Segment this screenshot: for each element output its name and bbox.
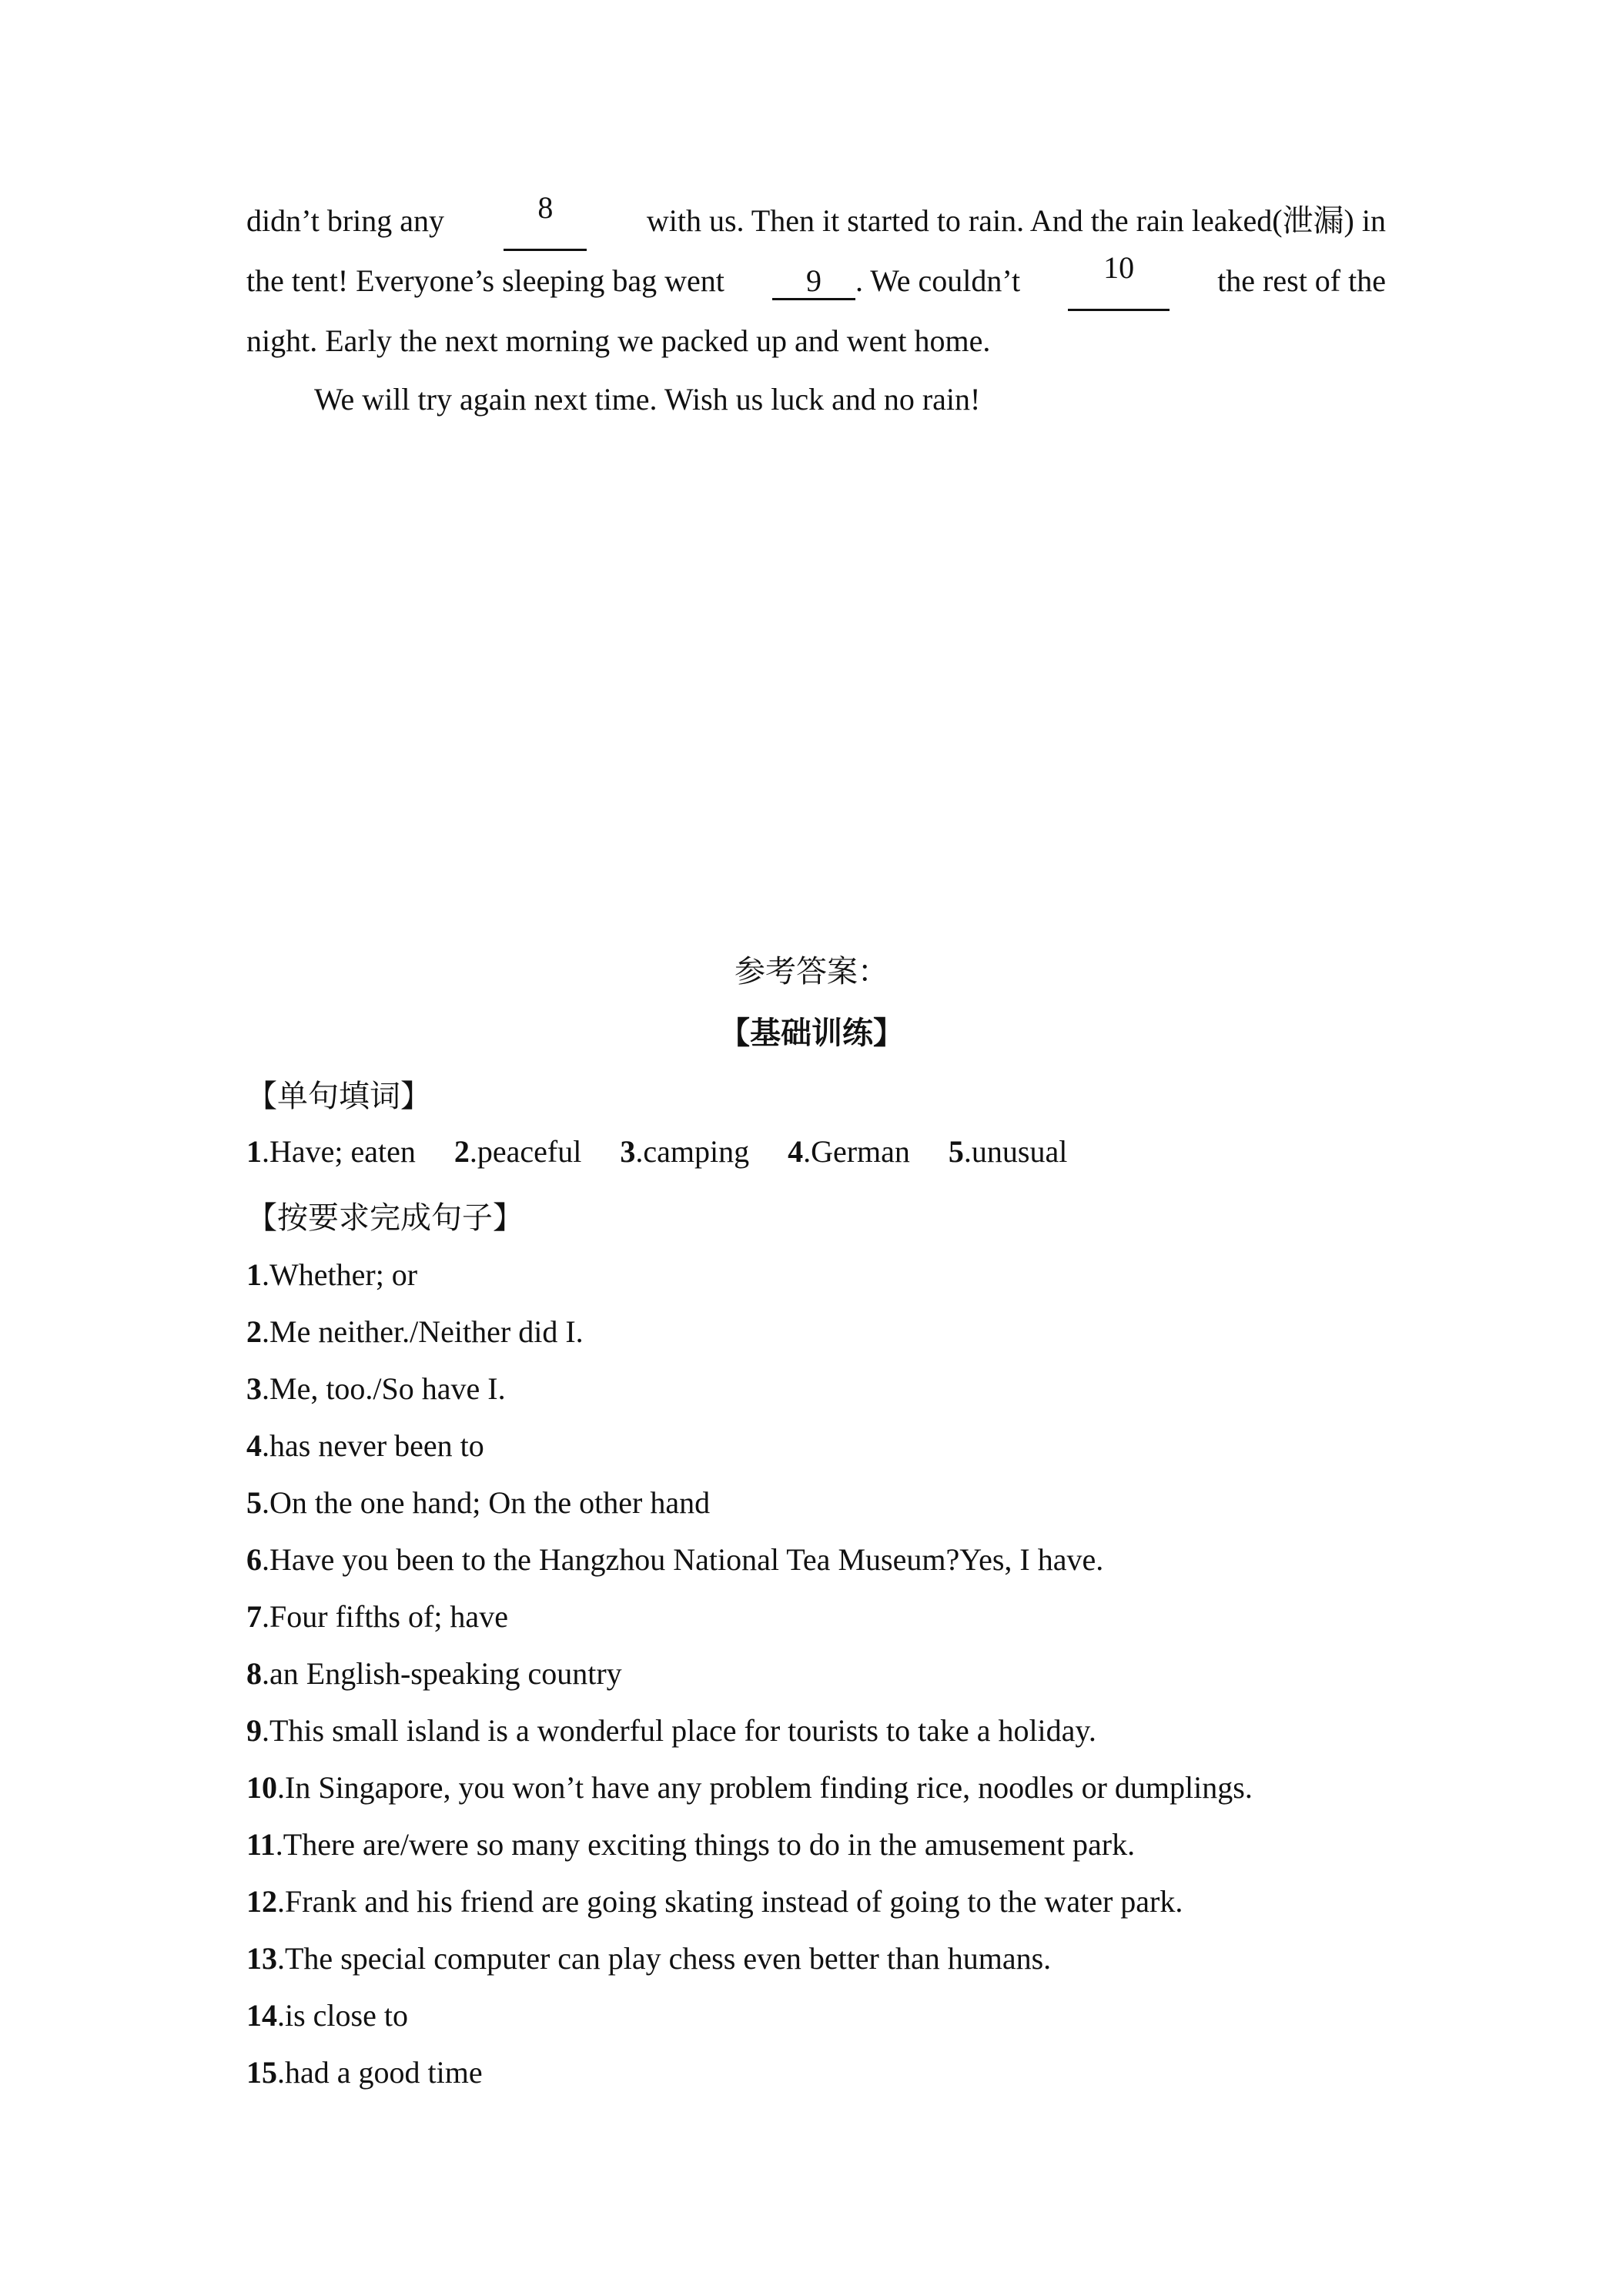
answer-item: 9.This small island is a wonderful place for tourists to take a holiday. — [246, 1713, 1096, 1748]
answer-item: 14.is close to — [246, 1998, 408, 2033]
answer-item: 15.had a good time — [246, 2055, 483, 2090]
answer-item: 3.camping — [620, 1134, 750, 1169]
passage-paragraph — [246, 191, 1386, 371]
answer-item: 2.Me neither./Neither did I. — [246, 1314, 584, 1349]
passage-line-3: night. Early the next morning we packed up and went home. — [246, 323, 991, 358]
section-complete-sentences-title: 【按要求完成句子】 — [246, 1200, 524, 1236]
answers-subtitle: 【基础训练】 — [719, 1016, 904, 1051]
answer-item: 1.Have; eaten — [246, 1134, 416, 1169]
passage-text: the rest of the — [1217, 263, 1386, 298]
answer-item: 6.Have you been to the Hangzhou National Tea Museum?Yes, I have. — [246, 1542, 1104, 1577]
passage-text: with us. Then it started to rain. And the rain leaked(泄漏) in — [646, 203, 1386, 238]
answer-item: 13.The special computer can play chess even better than humans. — [246, 1941, 1052, 1976]
passage-closing-line: We will try again next time. Wish us luck and no rain! — [314, 382, 981, 417]
passage-line-1 — [246, 191, 1386, 251]
fill-blank-10: 10 — [1068, 251, 1170, 311]
answer-item: 5.On the one hand; On the other hand — [246, 1485, 711, 1520]
passage-text: didn’t bring any — [246, 203, 445, 238]
passage-line-2 — [246, 251, 1386, 311]
passage-text: . We couldn’t — [855, 263, 1021, 298]
answer-item: 4.has never been to — [246, 1428, 484, 1463]
answer-item: 3.Me, too./So have I. — [246, 1371, 506, 1406]
answer-item: 1.Whether; or — [246, 1257, 418, 1292]
answer-item: 5.unusual — [948, 1134, 1068, 1169]
passage-text: the tent! Everyone’s sleeping bag went — [246, 263, 724, 298]
fill-blank-9: 9 — [772, 264, 855, 300]
answer-item: 8.an English-speaking country — [246, 1656, 622, 1691]
section-single-fill-title: 【单句填词】 — [246, 1079, 431, 1114]
answers-title: 参考答案： — [735, 954, 888, 989]
fill-blank-8: 8 — [504, 191, 587, 251]
answer-item: 7.Four fifths of; have — [246, 1599, 508, 1634]
answer-item: 11.There are/were so many exciting things to do in the amusement park. — [246, 1827, 1136, 1862]
section-single-fill-answers — [246, 1133, 1067, 1170]
answer-item: 12.Frank and his friend are going skating instead of going to the water park. — [246, 1884, 1183, 1919]
answer-item: 4.German — [788, 1134, 910, 1169]
answer-item: 2.peaceful — [453, 1134, 582, 1169]
answer-item: 10.In Singapore, you won’t have any problem finding rice, noodles or dumplings. — [246, 1770, 1253, 1805]
